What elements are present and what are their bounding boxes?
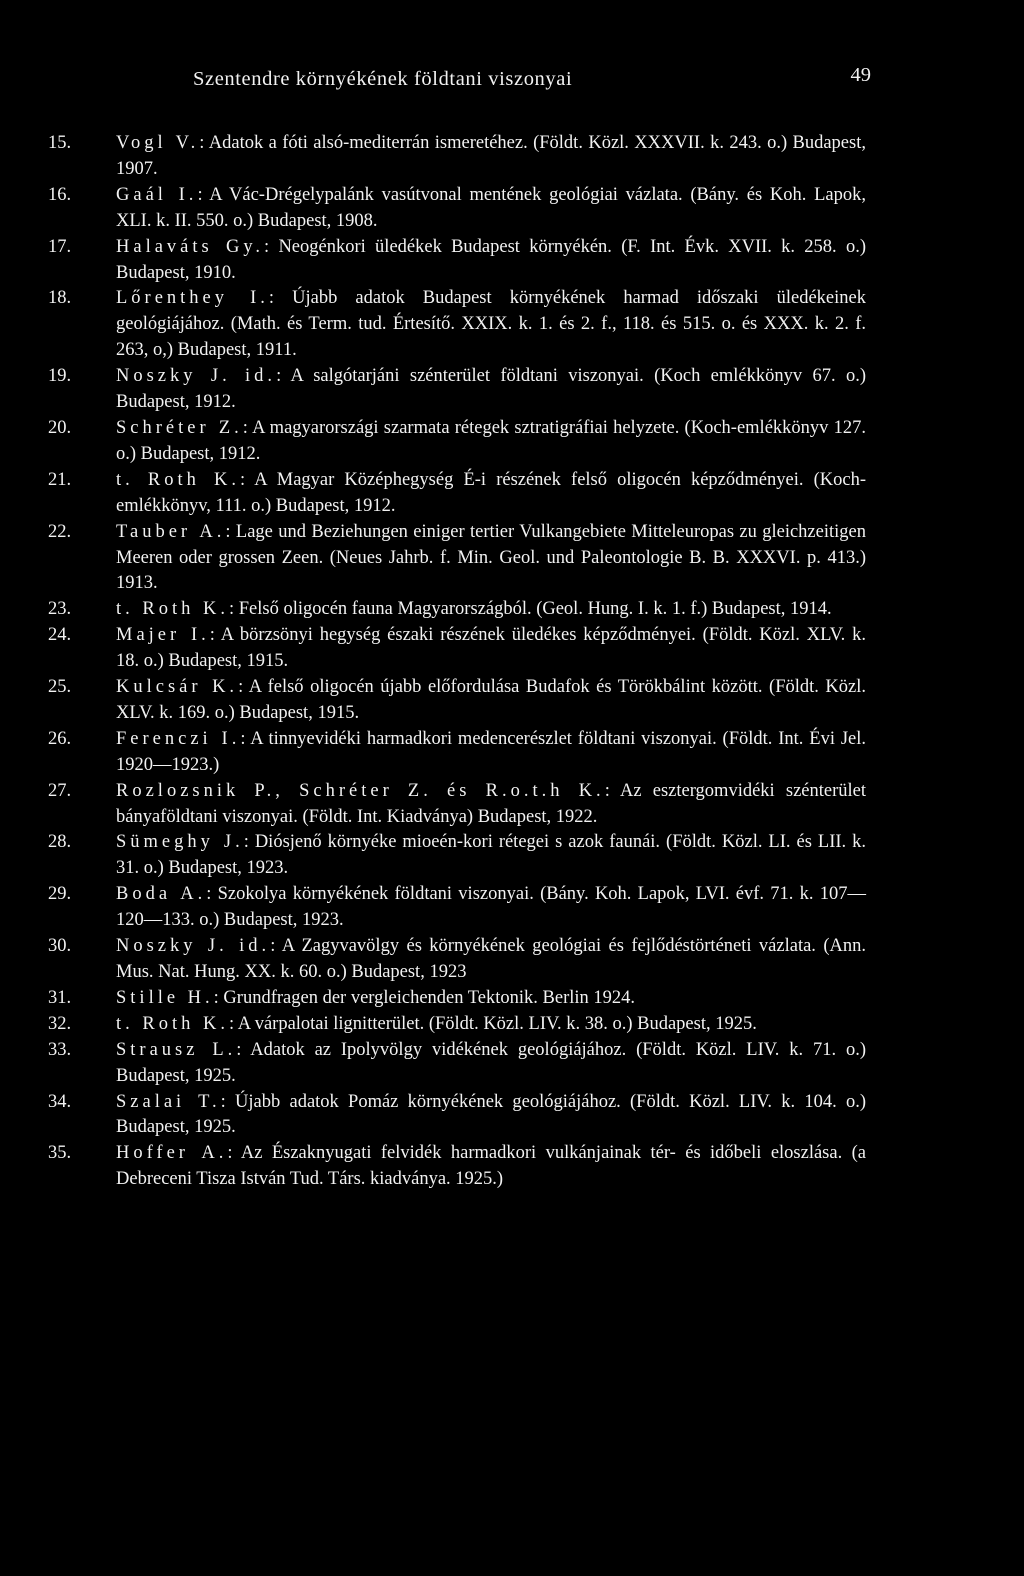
- reference-item: [48, 830, 866, 882]
- reference-text: : Diósjenő környéke mioeén-kori rétegei s azok faunái. (Földt. Közl. LI. és LII. k. 31. o.) Budapest, 1923.: [116, 832, 866, 879]
- reference-number: 23.: [48, 599, 72, 620]
- reference-author: Tauber A.: [116, 521, 226, 542]
- reference-item: [48, 416, 866, 468]
- reference-author: Noszky J. id.: [116, 366, 277, 387]
- reference-author: Ferenczi I.: [116, 728, 241, 749]
- reference-number: 31.: [48, 987, 72, 1008]
- reference-author: Vogl V.: [116, 133, 200, 153]
- reference-text: : A börzsönyi hegység északi részének üledékes képződményei. (Földt. Közl. XLV. k. 18. o.) Budapest, 1915.: [116, 625, 866, 672]
- running-title: Szentendre környékének földtani viszonyai: [193, 68, 573, 90]
- reference-text: : A Zagyvavölgy és környékének geológiai és fejlődéstörténeti vázlata. (Ann. Mus. Nat. Hung. XX. k. 60. o.) Budapest, 1923: [116, 936, 866, 982]
- reference-item: [48, 986, 866, 1012]
- reference-author: t. Roth K.: [116, 1013, 229, 1034]
- reference-number: 34.: [48, 1091, 72, 1112]
- reference-item: [48, 882, 866, 934]
- reference-author: Gaál I.: [116, 184, 198, 205]
- reference-author: Strausz L.: [116, 1039, 237, 1060]
- reference-item: [48, 364, 866, 416]
- reference-number: 29.: [48, 884, 72, 905]
- reference-item: [48, 727, 866, 779]
- reference-item: [48, 1038, 866, 1090]
- reference-number: 20.: [48, 417, 72, 438]
- reference-number: 21.: [48, 469, 72, 490]
- reference-number: 33.: [48, 1039, 72, 1060]
- reference-text: : A felső oligocén újabb előfordulása Budafok és Törökbálint között. (Földt. Közl. XLV. k. 169. o.) Budapest, 1915.: [116, 677, 866, 723]
- reference-text: : A várpalotai lignitterület. (Földt. Közl. LIV. k. 38. o.) Budapest, 1925.: [228, 1013, 757, 1034]
- reference-number: 27.: [48, 780, 72, 801]
- reference-author: Stille H.: [116, 987, 214, 1008]
- reference-item: [48, 934, 866, 986]
- reference-item: [48, 623, 866, 675]
- reference-author: Schréter Z.: [116, 417, 243, 438]
- reference-number: 30.: [48, 936, 72, 957]
- reference-item: [48, 520, 866, 598]
- reference-author: t. Roth K.: [116, 469, 241, 490]
- reference-author: Rozlozsnik P., Schréter Z. és R.o.t.h K.: [116, 780, 605, 801]
- reference-text: : Az esztergomvidéki szénterület bányaföldtani viszonyai. (Földt. Int. Kiadványa) Budapest, 1922.: [116, 780, 867, 827]
- reference-item: [48, 131, 866, 183]
- reference-text: : Lage und Beziehungen einiger tertier Vulkangebiete Mitteleuropas zu gleichzeitigen Meeren oder grossen Zeen. (Neues Jahrb. f. Min. Geol. und Paleontologie B. B. XXXVI. p. 413.) 1913.: [116, 521, 866, 594]
- reference-text: : A salgótarjáni szénterület földtani viszonyai. (Koch emlékkönyv 67. o.) Budapest, 1912.: [116, 366, 866, 413]
- page-number: 49: [850, 64, 871, 86]
- reference-item: [48, 235, 866, 287]
- reference-text: : Adatok az Ipolyvölgy vidékének geológiájához. (Földt. Közl. LIV. k. 71. o.) Budapest, 1925.: [116, 1039, 866, 1086]
- reference-author: Kulcsár K.: [116, 677, 239, 698]
- reference-text: : A tinnyevidéki harmadkori medencerészlet földtani viszonyai. (Földt. Int. Évi Jel. 1920—1923.): [116, 728, 866, 775]
- reference-author: Szalai T.: [116, 1091, 221, 1112]
- reference-text: : Grundfragen der vergleichenden Tektonik. Berlin 1924.: [213, 987, 636, 1008]
- reference-text: : Szokolya környékének földtani viszonyai. (Bány. Koh. Lapok, LVI. évf. 71. k. 107—120—133. o.) Budapest, 1923.: [116, 884, 867, 931]
- reference-number: 22.: [48, 521, 72, 542]
- reference-author: Majer I.: [116, 625, 210, 646]
- reference-author: Sümeghy J.: [116, 832, 244, 853]
- reference-item: [48, 597, 866, 623]
- reference-number: 35.: [48, 1143, 72, 1164]
- reference-author: Hoffer A.: [116, 1143, 228, 1164]
- reference-number: 28.: [48, 832, 72, 853]
- reference-text: : Felső oligocén fauna Magyarországból. (Geol. Hung. I. k. 1. f.) Budapest, 1914.: [228, 599, 832, 620]
- reference-number: 16.: [48, 184, 72, 205]
- reference-number: 15.: [48, 133, 72, 153]
- page-header: [193, 64, 871, 102]
- reference-text: : A Vác-Drégelypalánk vasútvonal mentének geológiai vázlata. (Bány. és Koh. Lapok, XLI. k. II. 550. o.) Budapest, 1908.: [116, 184, 866, 231]
- reference-text: : A Magyar Középhegység É-i részének felső oligocén képződményei. (Koch-emlékkönyv, 111. o.) Budapest, 1912.: [116, 469, 866, 516]
- reference-number: 19.: [48, 366, 72, 387]
- reference-author: Lőrenthey I.: [116, 288, 269, 309]
- reference-author: Noszky J. id.: [116, 936, 271, 957]
- reference-author: Boda A.: [116, 884, 207, 905]
- reference-item: [48, 468, 866, 520]
- reference-list: [48, 131, 866, 1193]
- reference-item: [48, 779, 866, 831]
- reference-author: t. Roth K.: [116, 599, 229, 620]
- reference-number: 26.: [48, 728, 72, 749]
- reference-text: : Adatok a fóti alsó-mediterrán ismeretéhez. (Földt. Közl. XXXVII. k. 243. o.) Budapest, 1907.: [116, 133, 866, 179]
- reference-item: [48, 675, 866, 727]
- reference-number: 24.: [48, 625, 72, 646]
- reference-text: : A magyarországi szarmata rétegek sztratigráfiai helyzete. (Koch-emlékkönyv 127. o.) Budapest, 1912.: [116, 417, 866, 464]
- reference-number: 17.: [48, 236, 72, 257]
- reference-text: : Az Északnyugati felvidék harmadkori vulkánjainak tér- és időbeli eloszlása. (a Debreceni Tisza István Tud. Társ. kiadványa. 1925.): [116, 1143, 866, 1190]
- reference-text: : Neogénkori üledékek Budapest környékén. (F. Int. Évk. XVII. k. 258. o.) Budapest, 1910.: [116, 236, 866, 283]
- reference-item: [48, 286, 866, 364]
- reference-number: 32.: [48, 1013, 72, 1034]
- reference-number: 25.: [48, 677, 72, 698]
- reference-item: [48, 1012, 866, 1038]
- reference-author: Halaváts Gy.: [116, 236, 265, 257]
- reference-item: [48, 183, 866, 235]
- reference-number: 18.: [48, 288, 72, 309]
- reference-text: : Újabb adatok Pomáz környékének geológiájához. (Földt. Közl. LIV. k. 104. o.) Budapest, 1925.: [116, 1091, 866, 1138]
- reference-item: [48, 1141, 866, 1193]
- reference-text: : Újabb adatok Budapest környékének harmad időszaki üledékeinek geológiájához. (Math. és Term. tud. Értesítő. XXIX. k. 1. és 2. f., 118. és 515. o. és XXX. k. 2. f. 263, o,) Budapest, 1911.: [116, 288, 866, 361]
- reference-item: [48, 1090, 866, 1142]
